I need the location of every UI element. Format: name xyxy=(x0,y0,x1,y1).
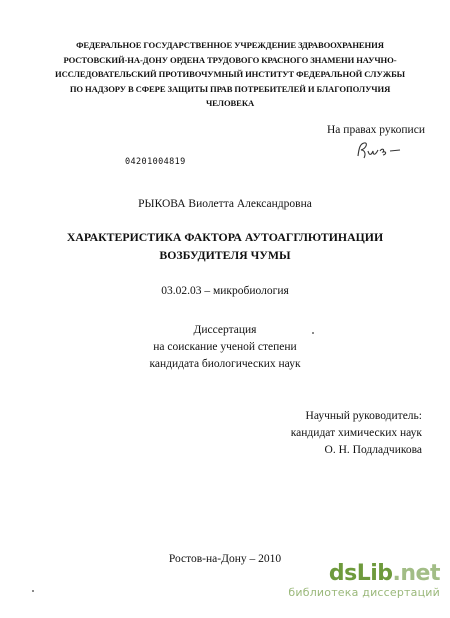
watermark-logo xyxy=(288,562,440,586)
header-line-3: ИССЛЕДОВАТЕЛЬСКИЙ ПРОТИВОЧУМНЫЙ ИНСТИТУТ ФЕДЕРАЛЬНОЙ СЛУЖБЫ xyxy=(54,69,406,79)
registration-code: 04201004819 xyxy=(125,157,186,167)
city-year: Ростов-на-Дону – 2010 xyxy=(168,553,282,565)
supervisor-degree: кандидат химических наук xyxy=(290,427,422,439)
title-line-1: ХАРАКТЕРИСТИКА ФАКТОРА АУТОАГГЛЮТИНАЦИИ xyxy=(66,230,384,244)
header-line-4: ПО НАДЗОРУ В СФЕРЕ ЗАЩИТЫ ПРАВ ПОТРЕБИТЕЛЕЙ И БЛАГОПОЛУЧИЯ xyxy=(69,83,391,94)
header-line-5: ЧЕЛОВЕКА xyxy=(205,98,255,108)
supervisor-label: Научный руководитель: xyxy=(305,410,422,422)
degree-line-3: кандидата биологических наук xyxy=(149,358,301,370)
manuscript-rights-note: На правах рукописи xyxy=(327,124,425,136)
supervisor-block xyxy=(290,408,422,459)
handwritten-signature xyxy=(354,138,404,162)
dslib-watermark xyxy=(288,562,440,600)
degree-line-1: Диссертация xyxy=(193,324,257,336)
degree-statement xyxy=(0,322,450,373)
author-name: РЫКОВА Виолетта Александровна xyxy=(138,198,312,210)
scan-speck xyxy=(32,590,34,592)
specialty-code: 03.02.03 – микробиология xyxy=(161,285,289,297)
title-line-2: ВОЗБУДИТЕЛЯ ЧУМЫ xyxy=(159,248,291,262)
header-line-1: ФЕДЕРАЛЬНОЕ ГОСУДАРСТВЕННОЕ УЧРЕЖДЕНИЕ ЗДРАВООХРАНЕНИЯ xyxy=(76,40,384,50)
institution-header xyxy=(40,38,420,111)
header-line-2: РОСТОВСКИЙ-НА-ДОНУ ОРДЕНА ТРУДОВОГО КРАСНОГО ЗНАМЕНИ НАУЧНО- xyxy=(63,54,397,65)
watermark-logo-main: dsLib xyxy=(328,561,393,586)
watermark-logo-suffix: .net xyxy=(392,561,440,586)
degree-line-2: на соискание ученой степени xyxy=(153,341,297,353)
scan-speck xyxy=(312,332,314,334)
watermark-subtitle: библиотека диссертаций xyxy=(288,586,440,599)
supervisor-name: О. Н. Подладчикова xyxy=(324,444,422,456)
dissertation-title xyxy=(0,228,450,264)
